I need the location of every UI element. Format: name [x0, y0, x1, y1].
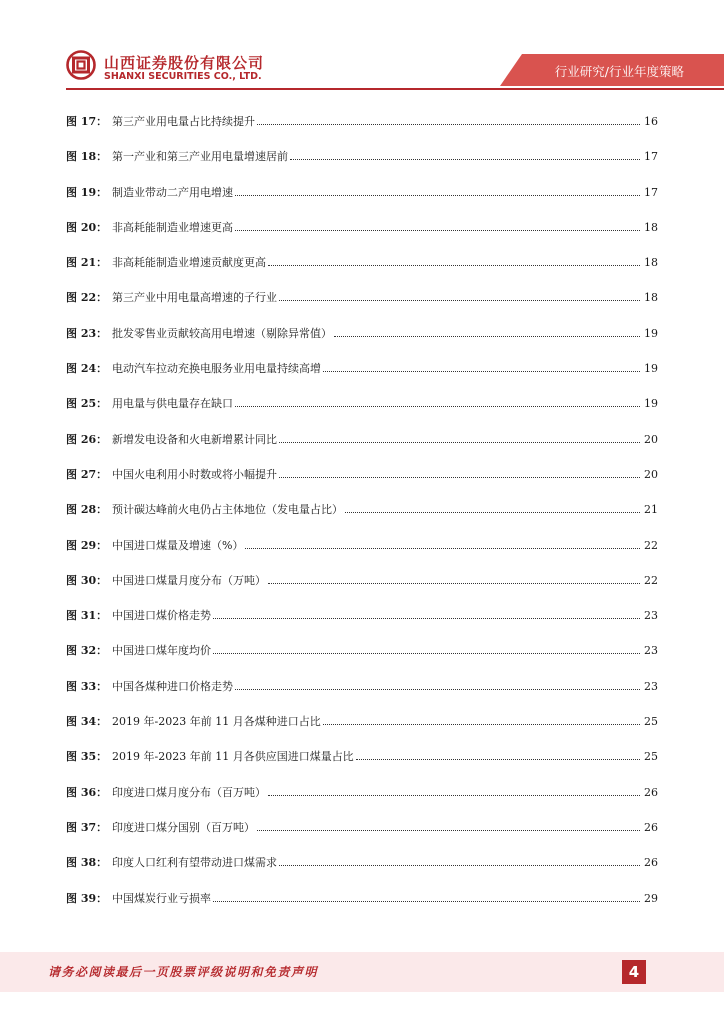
- figure-title: 制造业带动二产用电增速: [112, 185, 233, 199]
- dot-leader: [235, 230, 640, 231]
- page-ref: 17: [644, 150, 658, 164]
- page-ref: 18: [644, 291, 658, 305]
- figure-title: 新增发电设备和火电新增累计同比: [112, 432, 277, 446]
- toc-row[interactable]: [66, 184, 658, 219]
- toc-row[interactable]: [66, 607, 658, 642]
- page-ref: 23: [644, 609, 658, 623]
- figure-title: 中国进口煤量月度分布（万吨）: [112, 573, 266, 587]
- figure-title: 电动汽车拉动充换电服务业用电量持续高增: [112, 362, 321, 376]
- figure-title: 印度人口红利有望带动进口煤需求: [112, 856, 277, 870]
- page-ref: 22: [644, 573, 658, 587]
- page-ref: 29: [644, 891, 658, 905]
- toc-row[interactable]: [66, 748, 658, 783]
- figure-number: 图 34：: [66, 715, 108, 729]
- dot-leader: [213, 653, 640, 654]
- page-footer: [0, 952, 724, 992]
- company-name-en: SHANXI SECURITIES CO., LTD.: [104, 71, 262, 82]
- dot-leader: [268, 265, 640, 266]
- toc-row[interactable]: [66, 572, 658, 607]
- figure-number: 图 38：: [66, 856, 108, 870]
- toc-row[interactable]: [66, 254, 658, 289]
- page-ref: 23: [644, 644, 658, 658]
- dot-leader: [279, 865, 640, 866]
- page-ref: 19: [644, 397, 658, 411]
- toc-row[interactable]: [66, 466, 658, 501]
- figure-title: 用电量与供电量存在缺口: [112, 397, 233, 411]
- dot-leader: [257, 124, 640, 125]
- page-header: [0, 0, 724, 100]
- page-ref: 16: [644, 115, 658, 128]
- figure-title: 第三产业用电量占比持续提升: [112, 115, 255, 128]
- dot-leader: [245, 548, 640, 549]
- figure-number: 图 17：: [66, 115, 108, 128]
- dot-leader: [235, 689, 640, 690]
- figure-title: 中国进口煤价格走势: [112, 609, 211, 623]
- page-ref: 18: [644, 256, 658, 270]
- figure-number: 图 33：: [66, 679, 108, 693]
- report-category-label: 行业研究/行业年度策略: [554, 64, 684, 79]
- disclaimer-notice: 请务必阅读最后一页股票评级说明和免责声明: [48, 965, 319, 979]
- dot-leader: [213, 618, 640, 619]
- page-ref: 26: [644, 820, 658, 834]
- toc-row[interactable]: [66, 289, 658, 324]
- dot-leader: [279, 442, 640, 443]
- figure-title: 中国火电利用小时数或将小幅提升: [112, 467, 277, 481]
- dot-leader: [257, 830, 640, 831]
- toc-row[interactable]: [66, 395, 658, 430]
- page-ref: 25: [644, 715, 658, 729]
- figure-title: 第三产业中用电量高增速的子行业: [112, 291, 277, 305]
- dot-leader: [235, 195, 640, 196]
- figure-title: 中国各煤种进口价格走势: [112, 679, 233, 693]
- figure-number: 图 19：: [66, 185, 108, 199]
- figure-number: 图 24：: [66, 362, 108, 376]
- figure-list: [66, 113, 658, 925]
- figure-title: 非高耗能制造业增速贡献度更高: [112, 256, 266, 270]
- toc-row[interactable]: [66, 501, 658, 536]
- figure-title: 印度进口煤月度分布（百万吨）: [112, 785, 266, 799]
- dot-leader: [279, 477, 640, 478]
- figure-number: 图 23：: [66, 326, 108, 340]
- figure-title: 2019 年-2023 年前 11 月各供应国进口煤量占比: [112, 750, 354, 764]
- toc-row[interactable]: [66, 678, 658, 713]
- figure-number: 图 36：: [66, 785, 108, 799]
- figure-number: 图 31：: [66, 609, 108, 623]
- figure-title: 印度进口煤分国别（百万吨）: [112, 820, 255, 834]
- toc-row[interactable]: [66, 148, 658, 183]
- figure-number: 图 20：: [66, 220, 108, 234]
- figure-title: 非高耗能制造业增速更高: [112, 220, 233, 234]
- figure-title: 2019 年-2023 年前 11 月各煤种进口占比: [112, 715, 321, 729]
- toc-row[interactable]: [66, 537, 658, 572]
- page-ref: 23: [644, 679, 658, 693]
- dot-leader: [268, 795, 640, 796]
- toc-row[interactable]: [66, 784, 658, 819]
- page-ref: 17: [644, 185, 658, 199]
- toc-row[interactable]: [66, 854, 658, 889]
- figure-title: 预计碳达峰前火电仍占主体地位（发电量占比）: [112, 503, 343, 517]
- header-divider: [66, 88, 724, 90]
- dot-leader: [345, 512, 640, 513]
- figure-title: 中国进口煤量及增速（%）: [112, 538, 244, 552]
- toc-row[interactable]: [66, 890, 658, 925]
- figure-number: 图 37：: [66, 820, 108, 834]
- page-ref: 21: [644, 503, 658, 517]
- figure-number: 图 26：: [66, 432, 108, 446]
- shanxi-securities-logo-icon: [66, 50, 96, 80]
- figure-title: 中国煤炭行业亏损率: [112, 891, 211, 905]
- figure-number: 图 25：: [66, 397, 108, 411]
- figure-title: 批发零售业贡献较高用电增速（剔除异常值）: [112, 326, 332, 340]
- page-ref: 22: [644, 538, 658, 552]
- toc-row[interactable]: [66, 360, 658, 395]
- toc-row[interactable]: [66, 819, 658, 854]
- figure-title: 第一产业和第三产业用电量增速居前: [112, 150, 288, 164]
- dot-leader: [356, 759, 640, 760]
- page-ref: 20: [644, 432, 658, 446]
- figure-number: 图 30：: [66, 573, 108, 587]
- toc-row[interactable]: [66, 713, 658, 748]
- figure-number: 图 27：: [66, 467, 108, 481]
- figure-number: 图 22：: [66, 291, 108, 305]
- page-ref: 26: [644, 856, 658, 870]
- page-ref: 18: [644, 220, 658, 234]
- page-number: 4: [622, 960, 646, 984]
- page-ref: 25: [644, 750, 658, 764]
- toc-row[interactable]: [66, 642, 658, 677]
- dot-leader: [323, 371, 640, 372]
- toc-row[interactable]: [66, 325, 658, 360]
- dot-leader: [323, 724, 640, 725]
- toc-row[interactable]: [66, 219, 658, 254]
- company-name-cn: 山西证券股份有限公司: [104, 54, 265, 72]
- figure-title: 中国进口煤年度均价: [112, 644, 211, 658]
- toc-row[interactable]: [66, 113, 658, 148]
- page-ref: 26: [644, 785, 658, 799]
- toc-row[interactable]: [66, 431, 658, 466]
- figure-number: 图 32：: [66, 644, 108, 658]
- page-ref: 19: [644, 326, 658, 340]
- dot-leader: [279, 300, 640, 301]
- dot-leader: [290, 159, 640, 160]
- dot-leader: [268, 583, 640, 584]
- dot-leader: [235, 406, 640, 407]
- figure-number: 图 29：: [66, 538, 108, 552]
- figure-number: 图 28：: [66, 503, 108, 517]
- figure-number: 图 39：: [66, 891, 108, 905]
- figure-number: 图 35：: [66, 750, 108, 764]
- dot-leader: [213, 901, 640, 902]
- figure-number: 图 21：: [66, 256, 108, 270]
- page-ref: 20: [644, 467, 658, 481]
- figure-number: 图 18：: [66, 150, 108, 164]
- dot-leader: [334, 336, 640, 337]
- page-ref: 19: [644, 362, 658, 376]
